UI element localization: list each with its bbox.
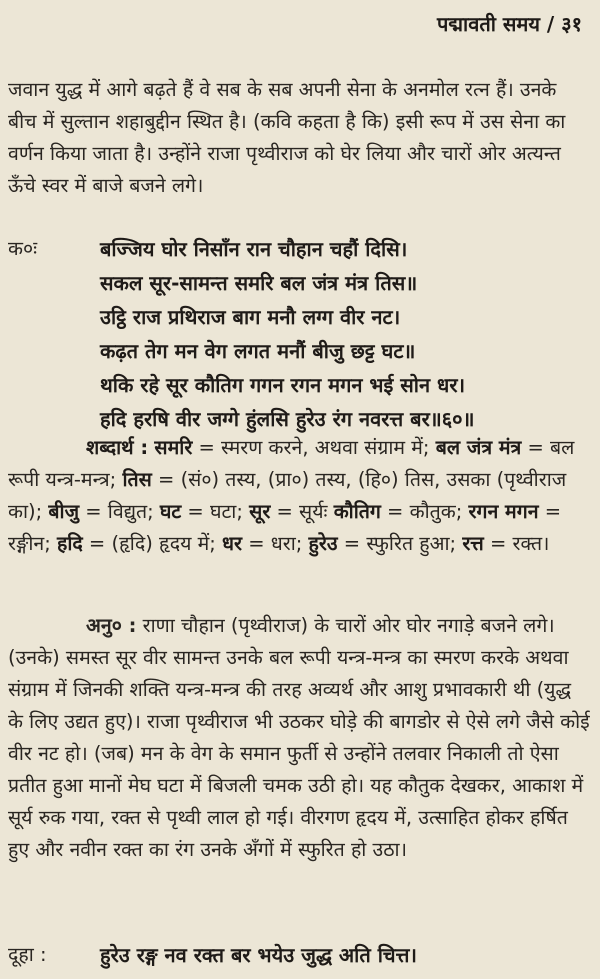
glossary-meaning: = कौतुक;	[380, 500, 469, 523]
glossary-term: घट	[159, 500, 182, 523]
glossary-term: हदि	[56, 532, 83, 555]
glossary-term: हुरेउ	[308, 532, 338, 555]
translation-paragraph	[8, 610, 590, 866]
glossary-meaning: = धरा;	[242, 532, 309, 555]
glossary-meaning: = बल रूपी यन्त्र-मन्त्र;	[8, 436, 575, 491]
glossary-term: धर	[222, 532, 243, 555]
glossary-meaning: = (हृदि) हृदय में;	[82, 532, 223, 555]
glossary-term: रत्त	[462, 532, 484, 555]
glossary-term: कौतिग	[333, 500, 381, 523]
glossary-term: रगन मगन	[468, 500, 539, 523]
glossary-meaning: = स्फुरित हुआ;	[337, 532, 463, 555]
translation-label: अनु० :	[86, 614, 137, 637]
verse-line: थकि रहे सूर कौतिग गगन रगन मगन भई सोन धर।	[100, 373, 466, 397]
glossary-meaning: = रक्त।	[483, 532, 550, 555]
glossary-term: समरि	[154, 436, 193, 459]
glossary-term: सूर	[249, 500, 271, 523]
glossary-paragraph	[8, 432, 590, 560]
translation-text: राणा चौहान (पृथ्वीराज) के चारों ओर घोर नगाड़े बजने लगे। (उनके) समस्त सूर वीर सामन्त उनके बल रूपी यन्त्र-मन्त्र का स्मरण करके अथवा संग्राम में जिनकी शक्ति यन्त्र-मन्त्र की तरह अव्यर्थ और आशु प्रभावकारी थी (युद्ध के लिए उद्यत हुए)। राजा पृथ्वीराज भी उठकर घोड़े की बागडोर से ऐसे लगे जैसे कोई वीर नट हो। (जब) मन के वेग के समान फुर्ती से उन्होंने तलवार निकाली तो ऐसा प्रतीत हुआ मानों मेघ घटा में बिजली चमक उठी हो। यह कौतुक देखकर, आकाश में सूर्य रुक गया, रक्त से पृथ्वी लाल हो गई। वीरगण हृदय में, उत्साहित होकर हर्षित हुए और नवीन रक्त का रंग उनके अँगों में स्फुरित हो उठा।	[8, 614, 590, 861]
page-header: पद्मावती समय / ३१	[437, 12, 582, 36]
glossary-meaning: = घटा;	[181, 500, 250, 523]
verse-label: क०ः	[8, 237, 38, 260]
glossary-meaning: = (सं०) तस्य, (प्रा०) तस्य, (हि०) तिस, उसका (पृथ्वीराज का);	[8, 468, 567, 523]
glossary-term: तिस	[122, 468, 152, 491]
verse-line: उट्ठि राज प्रथिराज बाग मनौ लग्ग वीर नट।	[100, 305, 401, 329]
verse-line: सकल सूर-सामन्त समरि बल जंत्र मंत्र तिस॥	[100, 271, 418, 295]
doha-block	[8, 938, 593, 972]
glossary-meaning: = रङ्गीन;	[8, 500, 562, 555]
verse-line: कढ़त तेग मन वेग लगत मनौं बीजु छट्ट घट॥	[100, 339, 416, 363]
glossary-meaning: = विद्युत;	[79, 500, 160, 523]
glossary-meaning: = सूर्यः	[270, 500, 334, 523]
verse-line: हदि हरषि वीर जग्गे हुंलसि हुरेउ रंग नवरत्त बर॥६०॥	[100, 407, 475, 431]
verse-lines	[100, 232, 475, 436]
intro-paragraph: जवान युद्ध में आगे बढ़ते हैं वे सब के सब अपनी सेना के अनमोल रत्न हैं। उनके बीच में सुल्तान शहाबुद्दीन स्थित है। (कवि कहता है कि) इसी रूप में उस सेना का वर्णन किया जाता है। उन्होंने राजा पृथ्वीराज को घेर लिया और चारों ओर अत्यन्त ऊँचे स्वर में बाजे बजने लगे।	[8, 78, 566, 197]
glossary-term: बल जंत्र मंत्र	[435, 436, 522, 459]
doha-line: हुरेउ रङ्ग नव रक्त बर भयेउ जुद्ध अति चित्त।	[100, 943, 418, 967]
glossary-term: बीजु	[48, 500, 80, 523]
verse-line: बज्जिय घोर निसाँन रान चौहान चहौं दिसि।	[100, 237, 408, 261]
doha-label: दूहा :	[8, 943, 47, 966]
glossary-label: शब्दार्थ :	[86, 436, 149, 459]
glossary-meaning: = स्मरण करने, अथवा संग्राम में;	[192, 436, 436, 459]
